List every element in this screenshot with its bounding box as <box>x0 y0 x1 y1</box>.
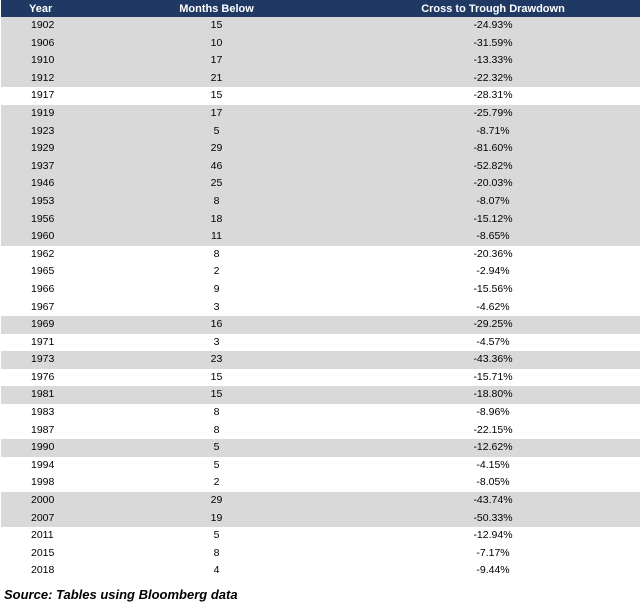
drawdown-cell: -24.93% <box>346 17 640 35</box>
table-row <box>1 510 640 528</box>
months-below-cell: 8 <box>87 246 346 264</box>
year-cell: 1998 <box>1 474 87 492</box>
months-below-cell: 3 <box>87 334 346 352</box>
table-header-row <box>1 0 640 17</box>
year-cell: 1976 <box>1 369 87 387</box>
table-row <box>1 123 640 141</box>
drawdown-cell: -28.31% <box>346 87 640 105</box>
year-cell: 1967 <box>1 299 87 317</box>
table-row <box>1 334 640 352</box>
months-below-cell: 5 <box>87 439 346 457</box>
year-cell: 1937 <box>1 158 87 176</box>
drawdown-cell: -15.71% <box>346 369 640 387</box>
months-below-cell: 15 <box>87 369 346 387</box>
year-cell: 1929 <box>1 140 87 158</box>
year-cell: 1969 <box>1 316 87 334</box>
table-body <box>1 17 640 580</box>
year-cell: 1953 <box>1 193 87 211</box>
drawdown-cell: -2.94% <box>346 263 640 281</box>
table-row <box>1 281 640 299</box>
drawdown-cell: -4.57% <box>346 334 640 352</box>
table-row <box>1 474 640 492</box>
drawdown-cell: -81.60% <box>346 140 640 158</box>
drawdown-cell: -8.96% <box>346 404 640 422</box>
table-row <box>1 492 640 510</box>
table-row <box>1 562 640 580</box>
months-below-cell: 17 <box>87 52 346 70</box>
year-cell: 1990 <box>1 439 87 457</box>
year-cell: 1987 <box>1 422 87 440</box>
months-below-cell: 19 <box>87 510 346 528</box>
drawdown-cell: -22.15% <box>346 422 640 440</box>
months-below-cell: 17 <box>87 105 346 123</box>
months-below-cell: 5 <box>87 123 346 141</box>
drawdown-cell: -8.71% <box>346 123 640 141</box>
table-row <box>1 246 640 264</box>
year-cell: 1971 <box>1 334 87 352</box>
drawdown-cell: -4.62% <box>346 299 640 317</box>
drawdown-cell: -50.33% <box>346 510 640 528</box>
year-cell: 2011 <box>1 527 87 545</box>
months-below-cell: 29 <box>87 140 346 158</box>
months-below-cell: 15 <box>87 17 346 35</box>
year-cell: 1902 <box>1 17 87 35</box>
months-below-cell: 8 <box>87 404 346 422</box>
source-note: Source: Tables using Bloomberg data <box>4 587 238 602</box>
table-row <box>1 35 640 53</box>
months-below-cell: 29 <box>87 492 346 510</box>
months-below-cell: 2 <box>87 263 346 281</box>
drawdown-cell: -15.12% <box>346 211 640 229</box>
months-below-cell: 11 <box>87 228 346 246</box>
table-row <box>1 87 640 105</box>
months-below-cell: 15 <box>87 386 346 404</box>
year-cell: 2000 <box>1 492 87 510</box>
year-cell: 1973 <box>1 351 87 369</box>
table-row <box>1 439 640 457</box>
year-cell: 1946 <box>1 175 87 193</box>
drawdown-table <box>1 0 640 580</box>
table-row <box>1 527 640 545</box>
drawdown-cell: -13.33% <box>346 52 640 70</box>
table-row <box>1 105 640 123</box>
drawdown-cell: -8.05% <box>346 474 640 492</box>
table-row <box>1 158 640 176</box>
months-below-cell: 23 <box>87 351 346 369</box>
year-cell: 2018 <box>1 562 87 580</box>
table-row <box>1 404 640 422</box>
header-drawdown: Cross to Trough Drawdown <box>346 0 640 17</box>
year-cell: 1919 <box>1 105 87 123</box>
drawdown-cell: -22.32% <box>346 70 640 88</box>
table-row <box>1 299 640 317</box>
drawdown-cell: -29.25% <box>346 316 640 334</box>
months-below-cell: 8 <box>87 545 346 563</box>
year-cell: 1981 <box>1 386 87 404</box>
months-below-cell: 3 <box>87 299 346 317</box>
months-below-cell: 2 <box>87 474 346 492</box>
year-cell: 1965 <box>1 263 87 281</box>
months-below-cell: 21 <box>87 70 346 88</box>
year-cell: 1917 <box>1 87 87 105</box>
table-row <box>1 369 640 387</box>
months-below-cell: 9 <box>87 281 346 299</box>
months-below-cell: 25 <box>87 175 346 193</box>
table-row <box>1 422 640 440</box>
table-row <box>1 263 640 281</box>
months-below-cell: 8 <box>87 193 346 211</box>
table-row <box>1 386 640 404</box>
year-cell: 1912 <box>1 70 87 88</box>
table-row <box>1 17 640 35</box>
year-cell: 1923 <box>1 123 87 141</box>
drawdown-cell: -52.82% <box>346 158 640 176</box>
table-row <box>1 545 640 563</box>
drawdown-cell: -15.56% <box>346 281 640 299</box>
drawdown-cell: -31.59% <box>346 35 640 53</box>
months-below-cell: 15 <box>87 87 346 105</box>
drawdown-cell: -4.15% <box>346 457 640 475</box>
months-below-cell: 4 <box>87 562 346 580</box>
drawdown-cell: -20.03% <box>346 175 640 193</box>
table-row <box>1 70 640 88</box>
drawdown-cell: -12.94% <box>346 527 640 545</box>
table-row <box>1 193 640 211</box>
months-below-cell: 10 <box>87 35 346 53</box>
table-row <box>1 316 640 334</box>
header-months-below: Months Below <box>87 0 346 17</box>
table-row <box>1 175 640 193</box>
year-cell: 1983 <box>1 404 87 422</box>
drawdown-cell: -18.80% <box>346 386 640 404</box>
year-cell: 1910 <box>1 52 87 70</box>
drawdown-cell: -25.79% <box>346 105 640 123</box>
year-cell: 1960 <box>1 228 87 246</box>
year-cell: 1994 <box>1 457 87 475</box>
drawdown-cell: -8.07% <box>346 193 640 211</box>
drawdown-cell: -7.17% <box>346 545 640 563</box>
year-cell: 1962 <box>1 246 87 264</box>
table-row <box>1 228 640 246</box>
year-cell: 1906 <box>1 35 87 53</box>
year-cell: 2007 <box>1 510 87 528</box>
year-cell: 2015 <box>1 545 87 563</box>
year-cell: 1966 <box>1 281 87 299</box>
drawdown-cell: -20.36% <box>346 246 640 264</box>
months-below-cell: 8 <box>87 422 346 440</box>
table-row <box>1 140 640 158</box>
table-row <box>1 457 640 475</box>
months-below-cell: 5 <box>87 527 346 545</box>
table-row <box>1 211 640 229</box>
year-cell: 1956 <box>1 211 87 229</box>
drawdown-cell: -8.65% <box>346 228 640 246</box>
table-row <box>1 351 640 369</box>
drawdown-cell: -12.62% <box>346 439 640 457</box>
drawdown-cell: -43.74% <box>346 492 640 510</box>
months-below-cell: 5 <box>87 457 346 475</box>
months-below-cell: 16 <box>87 316 346 334</box>
drawdown-cell: -9.44% <box>346 562 640 580</box>
header-year: Year <box>1 0 87 17</box>
months-below-cell: 46 <box>87 158 346 176</box>
drawdown-cell: -43.36% <box>346 351 640 369</box>
table-row <box>1 52 640 70</box>
months-below-cell: 18 <box>87 211 346 229</box>
